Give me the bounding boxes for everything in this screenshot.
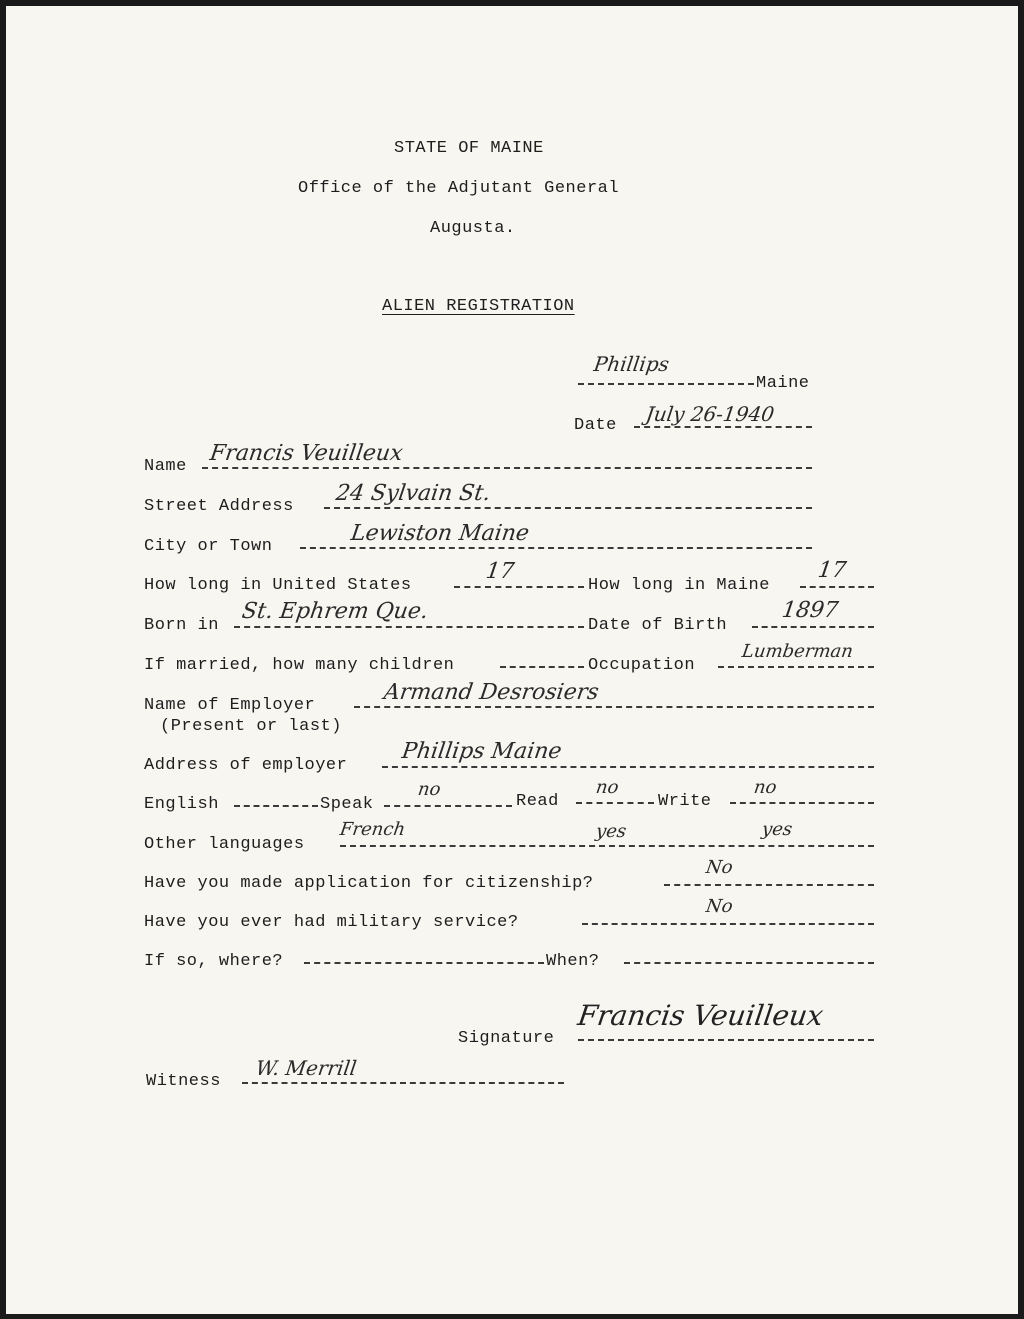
- other-languages-line: [340, 845, 874, 847]
- label-write: Write: [658, 792, 712, 811]
- hw-born-in: St. Ephrem Que.: [240, 599, 430, 624]
- hw-occupation: Lumberman: [740, 641, 855, 662]
- hw-write: no: [752, 777, 778, 798]
- hw-military: No: [704, 896, 735, 917]
- us-line: [454, 586, 584, 588]
- label-if-so-where: If so, where?: [144, 952, 284, 971]
- label-how-long-us: How long in United States: [144, 576, 412, 595]
- signature-line: [578, 1039, 874, 1041]
- write-line: [730, 802, 874, 804]
- when-line: [624, 962, 874, 964]
- label-speak: Speak: [320, 795, 374, 814]
- header-city: Augusta.: [430, 219, 516, 238]
- hw-years-us: 17: [484, 559, 516, 584]
- label-how-long-maine: How long in Maine: [588, 576, 770, 595]
- occupation-line: [718, 666, 874, 668]
- where-line: [304, 962, 544, 964]
- label-dob: Date of Birth: [588, 616, 728, 635]
- label-married: If married, how many children: [144, 656, 455, 675]
- label-read: Read: [516, 792, 559, 811]
- label-born-in: Born in: [144, 616, 219, 635]
- document-page: [6, 6, 1018, 1314]
- label-occupation: Occupation: [588, 656, 696, 675]
- english-line: [234, 805, 318, 807]
- label-date: Date: [574, 416, 617, 435]
- hw-city: Lewiston Maine: [349, 521, 531, 546]
- label-citizenship: Have you made application for citizenship?: [144, 874, 594, 893]
- label-employer-address: Address of employer: [144, 756, 348, 775]
- hw-witness: W. Merrill: [254, 1056, 359, 1080]
- label-witness: Witness: [146, 1072, 221, 1091]
- label-city: City or Town: [144, 537, 273, 556]
- citizenship-line: [664, 884, 874, 886]
- street-line: [324, 507, 812, 509]
- hw-street: 24 Sylvain St.: [334, 481, 492, 506]
- born-line: [234, 626, 584, 628]
- label-name: Name: [144, 457, 187, 476]
- label-when: When?: [546, 952, 600, 971]
- label-maine: Maine: [756, 374, 810, 393]
- label-signature: Signature: [458, 1029, 555, 1048]
- hw-name: Francis Veuilleux: [208, 441, 405, 466]
- hw-other-lang-2: yes: [594, 821, 628, 842]
- hw-years-maine: 17: [816, 558, 848, 583]
- hw-dob: 1897: [780, 598, 840, 623]
- speak-line: [384, 805, 512, 807]
- read-line: [576, 802, 654, 804]
- label-street: Street Address: [144, 497, 294, 516]
- label-employer-sub: (Present or last): [160, 717, 342, 736]
- hw-other-lang-3: yes: [760, 819, 794, 840]
- hw-date: July 26-1940: [644, 402, 776, 426]
- date-line: [634, 426, 812, 428]
- label-english: English: [144, 795, 219, 814]
- label-military: Have you ever had military service?: [144, 913, 519, 932]
- hw-other-lang-1: French: [338, 819, 407, 840]
- dob-line: [752, 626, 874, 628]
- maine-line: [800, 586, 874, 588]
- hw-speak: no: [416, 779, 442, 800]
- name-line: [202, 467, 812, 469]
- employer-address-line: [382, 766, 874, 768]
- label-employer: Name of Employer: [144, 696, 316, 715]
- hw-signature: Francis Veuilleux: [575, 999, 826, 1032]
- hw-employer: Armand Desrosiers: [382, 680, 601, 705]
- hw-employer-address: Phillips Maine: [400, 739, 564, 764]
- label-other-languages: Other languages: [144, 835, 305, 854]
- form-title: ALIEN REGISTRATION: [382, 297, 575, 316]
- hw-town: Phillips: [592, 352, 671, 376]
- hw-citizenship: No: [704, 857, 735, 878]
- witness-line: [242, 1082, 564, 1084]
- header-state: STATE OF MAINE: [394, 139, 544, 158]
- employer-line: [354, 706, 874, 708]
- header-office: Office of the Adjutant General: [298, 179, 620, 198]
- military-line: [582, 923, 874, 925]
- town-line: [578, 383, 754, 385]
- hw-read: no: [594, 777, 620, 798]
- city-line: [300, 547, 812, 549]
- married-line: [500, 666, 584, 668]
